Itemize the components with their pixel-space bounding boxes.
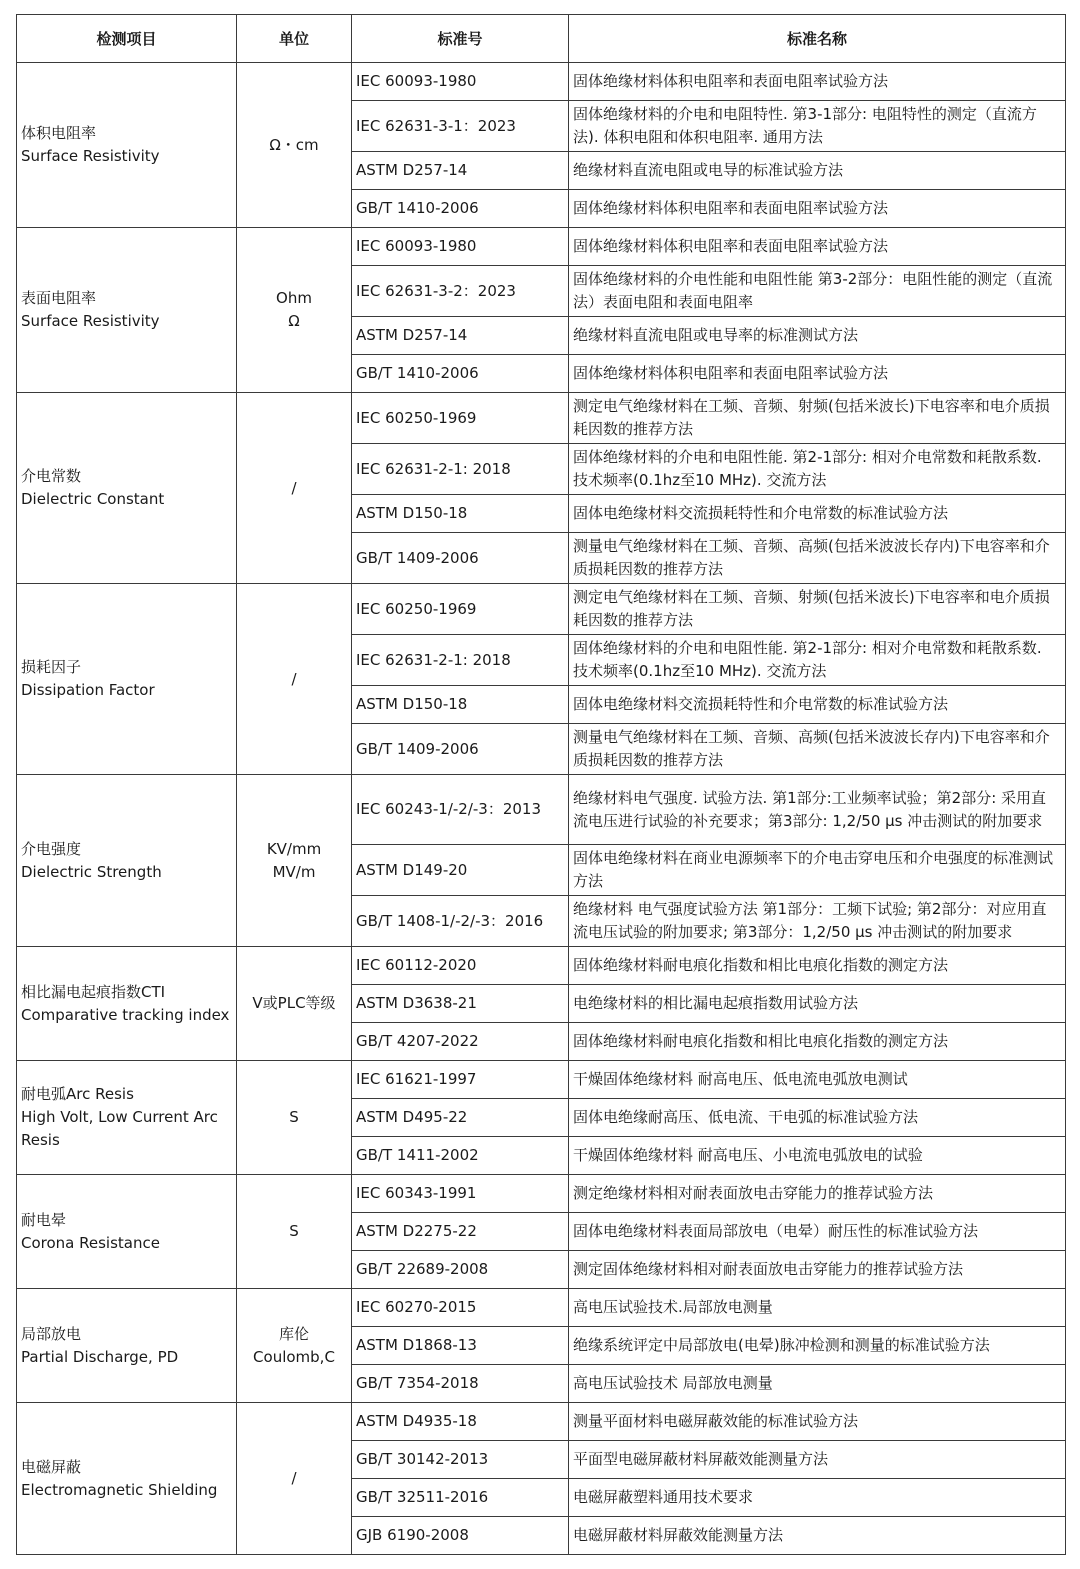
test-item-label: 耐电弧Arc Resis	[21, 1085, 134, 1103]
unit-cell	[237, 947, 352, 1061]
standard-code-cell: IEC 60343-1991	[352, 1175, 569, 1213]
standard-code-cell: IEC 62631-2-1: 2018	[352, 635, 569, 686]
standard-code-cell: IEC 61621-1997	[352, 1061, 569, 1099]
test-item-cell	[17, 1289, 237, 1403]
standard-title-cell: 绝缘材料直流电阻或电导的标准试验方法	[569, 152, 1066, 190]
standard-title-cell: 测量平面材料电磁屏蔽效能的标准试验方法	[569, 1403, 1066, 1441]
standard-title-cell: 干燥固体绝缘材料 耐高电压、低电流电弧放电测试	[569, 1061, 1066, 1099]
unit-cell	[237, 775, 352, 947]
header-standard-title: 标准名称	[569, 15, 1066, 63]
unit-cell	[237, 1175, 352, 1289]
table-row	[17, 775, 1066, 845]
unit-label: /	[291, 1469, 297, 1487]
standard-code-cell: GB/T 30142-2013	[352, 1441, 569, 1479]
standard-code-cell: GB/T 22689-2008	[352, 1251, 569, 1289]
standard-code-cell: IEC 62631-3-1：2023	[352, 101, 569, 152]
unit-label: Ω	[288, 312, 300, 330]
test-item-label: 局部放电	[21, 1324, 82, 1343]
table-row	[17, 1289, 1066, 1327]
standard-title-cell: 固体绝缘材料体积电阻率和表面电阻率试验方法	[569, 355, 1066, 393]
standard-code-cell: IEC 60093-1980	[352, 63, 569, 101]
standard-code-cell: ASTM D150-18	[352, 495, 569, 533]
table-row	[17, 63, 1066, 101]
standard-title-cell: 绝缘材料 电气强度试验方法 第1部分：工频下试验; 第2部分：对应用直流电压试验的附加要求; 第3部分：1,2/50 μs 冲击测试的附加要求	[569, 896, 1066, 947]
standard-title-cell: 测量电气绝缘材料在工频、音频、高频(包括米波波长存内)下电容率和介质损耗因数的推荐方法	[569, 533, 1066, 584]
standards-table	[16, 14, 1066, 1555]
unit-cell	[237, 1289, 352, 1403]
test-item-cell	[17, 584, 237, 775]
standard-title-cell: 电磁屏蔽塑料通用技术要求	[569, 1479, 1066, 1517]
test-item-cell	[17, 1061, 237, 1175]
test-item-label: 相比漏电起痕指数CTI	[21, 982, 166, 1001]
header-test-item: 检测项目	[17, 15, 237, 63]
test-item-label: Electromagnetic Shielding	[21, 1480, 218, 1499]
standard-code-cell: ASTM D2275-22	[352, 1213, 569, 1251]
standard-title-cell: 固体绝缘材料体积电阻率和表面电阻率试验方法	[569, 190, 1066, 228]
test-item-cell	[17, 63, 237, 228]
header-unit: 单位	[237, 15, 352, 63]
test-item-label: 表面电阻率	[21, 289, 97, 307]
standard-code-cell: ASTM D3638-21	[352, 985, 569, 1023]
test-item-label: High Volt, Low Current Arc Resis	[21, 1108, 218, 1149]
test-item-label: Dissipation Factor	[21, 681, 155, 699]
table-row	[17, 584, 1066, 635]
standard-code-cell: ASTM D1868-13	[352, 1327, 569, 1365]
standard-code-cell: GB/T 32511-2016	[352, 1479, 569, 1517]
unit-label: Coulomb,C	[253, 1347, 335, 1366]
test-item-label: 损耗因子	[21, 658, 82, 676]
test-item-cell	[17, 228, 237, 393]
standard-title-cell: 平面型电磁屏蔽材料屏蔽效能测量方法	[569, 1441, 1066, 1479]
standard-title-cell: 绝缘材料直流电阻或电导率的标准测试方法	[569, 317, 1066, 355]
standard-code-cell: IEC 60270-2015	[352, 1289, 569, 1327]
standard-code-cell: GJB 6190-2008	[352, 1517, 569, 1555]
standard-title-cell: 固体电绝缘材料交流损耗特性和介电常数的标准试验方法	[569, 686, 1066, 724]
unit-cell	[237, 63, 352, 228]
standard-code-cell: IEC 60243-1/-2/-3：2013	[352, 775, 569, 845]
unit-cell	[237, 1061, 352, 1175]
test-item-label: 耐电晕	[21, 1210, 67, 1229]
table-row	[17, 947, 1066, 985]
standard-title-cell: 固体电绝缘材料交流损耗特性和介电常数的标准试验方法	[569, 495, 1066, 533]
standard-code-cell: GB/T 4207-2022	[352, 1023, 569, 1061]
table-row	[17, 1061, 1066, 1099]
standard-title-cell: 固体电绝缘材料表面局部放电（电晕）耐压性的标准试验方法	[569, 1213, 1066, 1251]
unit-label: /	[291, 669, 297, 688]
standard-code-cell: GB/T 1410-2006	[352, 190, 569, 228]
standard-code-cell: ASTM D150-18	[352, 686, 569, 724]
unit-label: Ohm	[276, 289, 312, 307]
test-item-label: Surface Resistivity	[21, 147, 160, 165]
standard-title-cell: 测量电气绝缘材料在工频、音频、高频(包括米波波长存内)下电容率和介质损耗因数的推荐方法	[569, 724, 1066, 775]
standard-title-cell: 测定电气绝缘材料在工频、音频、射频(包括米波长)下电容率和电介质损耗因数的推荐方法	[569, 584, 1066, 635]
table-row	[17, 393, 1066, 444]
standard-title-cell: 绝缘材料电气强度. 试验方法. 第1部分:工业频率试验；第2部分: 采用直流电压进行试验的补充要求；第3部分: 1,2/50 μs 冲击测试的附加要求	[569, 775, 1066, 845]
standard-title-cell: 测定绝缘材料相对耐表面放电击穿能力的推荐试验方法	[569, 1175, 1066, 1213]
test-item-cell	[17, 947, 237, 1061]
standard-code-cell: GB/T 1411-2002	[352, 1137, 569, 1175]
standard-code-cell: IEC 62631-2-1: 2018	[352, 444, 569, 495]
unit-label: S	[289, 1222, 299, 1240]
table-row	[17, 1403, 1066, 1441]
test-item-label: Surface Resistivity	[21, 312, 160, 330]
standard-title-cell: 固体电绝缘材料在商业电源频率下的介电击穿电压和介电强度的标准测试方法	[569, 845, 1066, 896]
standard-title-cell: 干燥固体绝缘材料 耐高电压、小电流电弧放电的试验	[569, 1137, 1066, 1175]
standard-code-cell: ASTM D149-20	[352, 845, 569, 896]
standard-title-cell: 高电压试验技术 局部放电测量	[569, 1365, 1066, 1403]
test-item-label: Partial Discharge, PD	[21, 1347, 179, 1366]
unit-cell	[237, 393, 352, 584]
standard-code-cell: GB/T 1409-2006	[352, 724, 569, 775]
test-item-cell	[17, 1175, 237, 1289]
standard-code-cell: ASTM D257-14	[352, 152, 569, 190]
standard-title-cell: 测定固体绝缘材料相对耐表面放电击穿能力的推荐试验方法	[569, 1251, 1066, 1289]
standard-title-cell: 固体绝缘材料的介电性能和电阻性能 第3-2部分：电阻性能的测定（直流法）表面电阻和表面电阻率	[569, 266, 1066, 317]
test-item-label: 介电强度	[21, 839, 82, 858]
table-row	[17, 228, 1066, 266]
test-item-label: 体积电阻率	[21, 124, 97, 142]
standard-title-cell: 固体绝缘材料耐电痕化指数和相比电痕化指数的测定方法	[569, 1023, 1066, 1061]
standard-title-cell: 固体绝缘材料的介电和电阻性能. 第2-1部分: 相对介电常数和耗散系数. 技术频率(0.1hz至10 MHz). 交流方法	[569, 444, 1066, 495]
standard-code-cell: ASTM D495-22	[352, 1099, 569, 1137]
test-item-label: Dielectric Constant	[21, 490, 165, 508]
standard-code-cell: ASTM D4935-18	[352, 1403, 569, 1441]
unit-label: /	[291, 478, 297, 497]
unit-cell	[237, 1403, 352, 1555]
standard-code-cell: IEC 60112-2020	[352, 947, 569, 985]
unit-label: MV/m	[272, 862, 316, 881]
test-item-label: Corona Resistance	[21, 1233, 160, 1252]
standard-title-cell: 电磁屏蔽材料屏蔽效能测量方法	[569, 1517, 1066, 1555]
standard-title-cell: 固体绝缘材料的介电和电阻性能. 第2-1部分: 相对介电常数和耗散系数. 技术频率(0.1hz至10 MHz). 交流方法	[569, 635, 1066, 686]
test-item-cell	[17, 393, 237, 584]
standard-code-cell: IEC 62631-3-2：2023	[352, 266, 569, 317]
unit-label: KV/mm	[266, 839, 322, 858]
standard-title-cell: 绝缘系统评定中局部放电(电晕)脉冲检测和测量的标准试验方法	[569, 1327, 1066, 1365]
unit-label: S	[289, 1108, 299, 1126]
unit-cell	[237, 584, 352, 775]
test-item-label: Comparative tracking index	[21, 1005, 230, 1024]
test-item-label: 电磁屏蔽	[21, 1457, 82, 1476]
standard-title-cell: 固体绝缘材料体积电阻率和表面电阻率试验方法	[569, 228, 1066, 266]
standard-title-cell: 固体绝缘材料体积电阻率和表面电阻率试验方法	[569, 63, 1066, 101]
test-item-label: Dielectric Strength	[21, 862, 162, 881]
unit-label: Ω・cm	[269, 135, 319, 154]
standard-code-cell: GB/T 7354-2018	[352, 1365, 569, 1403]
unit-label: 库伦	[278, 1324, 309, 1343]
standard-code-cell: ASTM D257-14	[352, 317, 569, 355]
standard-title-cell: 高电压试验技术.局部放电测量	[569, 1289, 1066, 1327]
header-standard-code: 标准号	[352, 15, 569, 63]
test-item-cell	[17, 1403, 237, 1555]
standard-code-cell: GB/T 1409-2006	[352, 533, 569, 584]
table-row	[17, 1175, 1066, 1213]
standard-title-cell: 固体绝缘材料的介电和电阻特性. 第3-1部分: 电阻特性的测定（直流方法). 体积电阻和体积电阻率. 通用方法	[569, 101, 1066, 152]
standard-title-cell: 固体绝缘材料耐电痕化指数和相比电痕化指数的测定方法	[569, 947, 1066, 985]
test-item-label: 介电常数	[21, 467, 82, 485]
standard-code-cell: GB/T 1408-1/-2/-3：2016	[352, 896, 569, 947]
standard-title-cell: 固体电绝缘耐高压、低电流、干电弧的标准试验方法	[569, 1099, 1066, 1137]
unit-label: V或PLC等级	[252, 994, 336, 1012]
standard-title-cell: 测定电气绝缘材料在工频、音频、射频(包括米波长)下电容率和电介质损耗因数的推荐方法	[569, 393, 1066, 444]
unit-cell	[237, 228, 352, 393]
standard-title-cell: 电绝缘材料的相比漏电起痕指数用试验方法	[569, 985, 1066, 1023]
standard-code-cell: GB/T 1410-2006	[352, 355, 569, 393]
header-row	[17, 15, 1066, 63]
standard-code-cell: IEC 60093-1980	[352, 228, 569, 266]
test-item-cell	[17, 775, 237, 947]
standard-code-cell: IEC 60250-1969	[352, 584, 569, 635]
standard-code-cell: IEC 60250-1969	[352, 393, 569, 444]
